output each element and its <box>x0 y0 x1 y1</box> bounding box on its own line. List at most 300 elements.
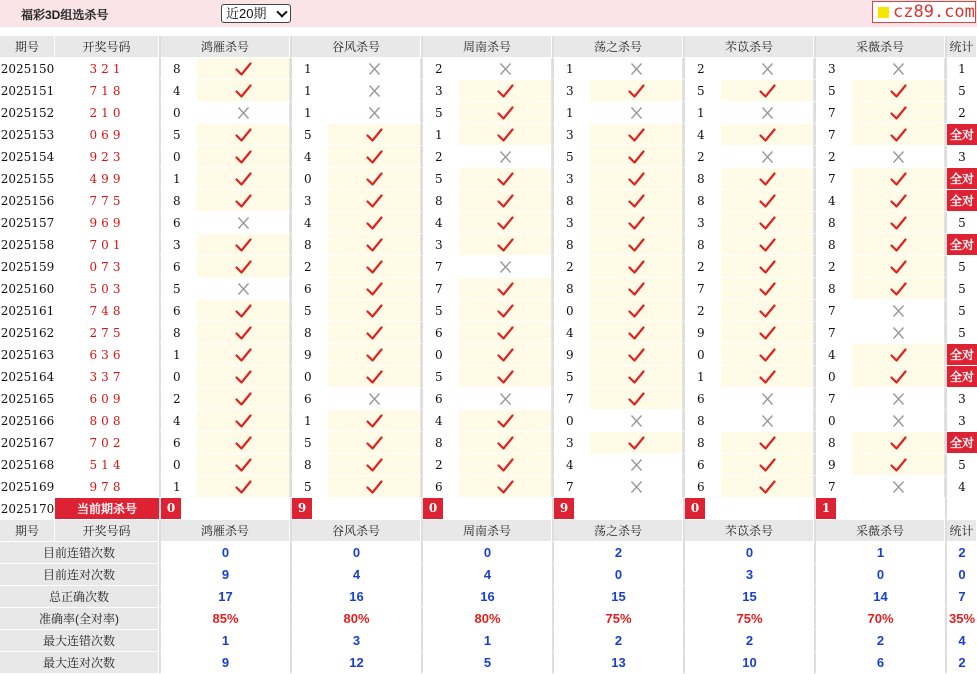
kill-result-correct <box>459 80 552 102</box>
check-icon <box>497 172 514 186</box>
kill-number: 8 <box>421 190 459 212</box>
kill-number: 8 <box>683 234 721 256</box>
kill-number: 5 <box>290 432 328 454</box>
check-icon <box>366 282 383 296</box>
kill-result-correct <box>328 146 421 168</box>
check-icon <box>628 194 645 208</box>
kill-number: 4 <box>290 212 328 234</box>
check-icon <box>235 480 252 494</box>
current-kill-digit: 9 <box>554 498 574 519</box>
kill-result-wrong <box>721 58 814 80</box>
summary-value: 80% <box>421 608 552 630</box>
kill-number: 3 <box>814 58 852 80</box>
kill-number: 7 <box>421 278 459 300</box>
check-icon <box>628 304 645 318</box>
check-icon <box>759 282 776 296</box>
kill-number: 8 <box>290 454 328 476</box>
check-icon <box>759 348 776 362</box>
kill-result-correct <box>328 190 421 212</box>
winning-number: 514 <box>55 454 159 476</box>
correct-count: 5 <box>945 212 977 234</box>
all-correct-badge: 全对 <box>945 344 977 366</box>
kill-result-correct <box>328 322 421 344</box>
col-header-expert-1: 鸿雁杀号 <box>159 520 290 542</box>
kill-number: 7 <box>814 322 852 344</box>
kill-number: 3 <box>552 432 590 454</box>
site-logo[interactable] <box>872 1 976 23</box>
kill-number: 4 <box>159 410 197 432</box>
check-icon <box>628 348 645 362</box>
summary-header-row <box>0 520 977 542</box>
kill-result-wrong <box>590 102 683 124</box>
kill-number: 3 <box>421 234 459 256</box>
table-row <box>0 124 977 146</box>
col-header-winning: 开奖号码 <box>55 36 159 58</box>
col-header-expert-4: 荡之杀号 <box>552 36 683 58</box>
kill-number: 9 <box>814 454 852 476</box>
kill-result-correct <box>197 146 290 168</box>
issue-number: 2025164 <box>0 366 55 388</box>
kill-number: 0 <box>159 454 197 476</box>
summary-value: 17 <box>159 586 290 608</box>
kill-number: 1 <box>421 124 459 146</box>
col-header-stats: 统计 <box>945 36 977 58</box>
kill-result-correct <box>459 344 552 366</box>
kill-number: 8 <box>290 234 328 256</box>
kill-result-correct <box>852 212 945 234</box>
summary-label: 最大连错次数 <box>0 630 159 652</box>
all-correct-badge: 全对 <box>945 124 977 146</box>
kill-result-wrong <box>721 102 814 124</box>
kill-number: 5 <box>290 300 328 322</box>
kill-number: 8 <box>683 432 721 454</box>
check-icon <box>628 392 645 406</box>
cross-icon <box>235 216 252 230</box>
kill-number: 4 <box>552 322 590 344</box>
check-icon <box>366 436 383 450</box>
kill-number: 3 <box>683 212 721 234</box>
check-icon <box>497 436 514 450</box>
summary-value: 0 <box>683 542 814 564</box>
kill-result-correct <box>197 168 290 190</box>
kill-number: 8 <box>683 168 721 190</box>
kill-number: 7 <box>814 168 852 190</box>
kill-result-correct <box>852 256 945 278</box>
check-icon <box>366 172 383 186</box>
kill-result-correct <box>197 410 290 432</box>
summary-value: 75% <box>683 608 814 630</box>
kill-number: 5 <box>159 124 197 146</box>
kill-number: 0 <box>421 344 459 366</box>
kill-number: 7 <box>552 476 590 498</box>
issue-number: 2025166 <box>0 410 55 432</box>
logo-square-icon <box>878 7 889 18</box>
kill-result-wrong <box>197 212 290 234</box>
kill-result-wrong <box>459 146 552 168</box>
kill-result-correct <box>721 476 814 498</box>
kill-number: 8 <box>552 190 590 212</box>
all-correct-badge: 全对 <box>945 190 977 212</box>
correct-count: 1 <box>945 58 977 80</box>
kill-result-correct <box>852 124 945 146</box>
kill-number: 4 <box>421 212 459 234</box>
winning-number: 748 <box>55 300 159 322</box>
kill-number: 2 <box>552 256 590 278</box>
kill-result-wrong <box>459 58 552 80</box>
check-icon <box>759 260 776 274</box>
kill-result-correct <box>328 234 421 256</box>
kill-result-correct <box>197 322 290 344</box>
check-icon <box>497 304 514 318</box>
check-icon <box>235 128 252 142</box>
cross-icon <box>497 392 514 406</box>
kill-result-correct <box>197 80 290 102</box>
kill-number: 5 <box>814 80 852 102</box>
kill-number: 8 <box>552 234 590 256</box>
kill-number: 7 <box>814 476 852 498</box>
col-header-winning: 开奖号码 <box>55 520 159 542</box>
check-icon <box>366 128 383 142</box>
check-icon <box>759 194 776 208</box>
cross-icon <box>628 62 645 76</box>
table-row <box>0 168 977 190</box>
kill-result-correct <box>328 300 421 322</box>
kill-number: 1 <box>683 366 721 388</box>
kill-number: 4 <box>683 124 721 146</box>
col-header-expert-4: 荡之杀号 <box>552 520 683 542</box>
kill-result-correct <box>590 322 683 344</box>
summary-value: 2 <box>945 542 977 564</box>
check-icon <box>235 458 252 472</box>
kill-number: 2 <box>290 256 328 278</box>
check-icon <box>366 194 383 208</box>
kill-result-correct <box>590 80 683 102</box>
check-icon <box>628 172 645 186</box>
cross-icon <box>628 414 645 428</box>
kill-number: 8 <box>683 410 721 432</box>
cross-icon <box>759 392 776 406</box>
kill-result-correct <box>197 476 290 498</box>
check-icon <box>759 84 776 98</box>
all-correct-badge: 全对 <box>945 234 977 256</box>
kill-number: 6 <box>421 388 459 410</box>
kill-result-correct <box>459 476 552 498</box>
kill-number: 8 <box>814 432 852 454</box>
kill-result-correct <box>459 410 552 432</box>
winning-number: 636 <box>55 344 159 366</box>
check-icon <box>497 414 514 428</box>
summary-value: 0 <box>159 542 290 564</box>
winning-number: 073 <box>55 256 159 278</box>
kill-result-correct <box>590 168 683 190</box>
kill-number: 6 <box>683 476 721 498</box>
kill-number: 0 <box>814 366 852 388</box>
kill-result-correct <box>197 58 290 80</box>
kill-number: 7 <box>421 256 459 278</box>
kill-result-correct <box>590 344 683 366</box>
kill-number: 4 <box>552 454 590 476</box>
kill-result-correct <box>721 322 814 344</box>
kill-number: 1 <box>290 102 328 124</box>
kill-result-correct <box>328 476 421 498</box>
kill-result-correct <box>590 212 683 234</box>
issue-number: 2025170 <box>0 498 55 520</box>
kill-number: 7 <box>552 388 590 410</box>
col-header-issue: 期号 <box>0 36 55 58</box>
check-icon <box>235 348 252 362</box>
kill-result-correct <box>721 454 814 476</box>
kill-result-correct <box>197 366 290 388</box>
cross-icon <box>628 458 645 472</box>
kill-result-correct <box>459 212 552 234</box>
summary-value: 2 <box>552 542 683 564</box>
kill-result-wrong <box>459 256 552 278</box>
check-icon <box>759 216 776 230</box>
kill-number: 8 <box>159 58 197 80</box>
summary-row <box>0 630 977 652</box>
kill-result-correct <box>328 410 421 432</box>
period-select[interactable] <box>221 4 291 23</box>
kill-result-correct <box>459 190 552 212</box>
check-icon <box>628 84 645 98</box>
check-icon <box>235 370 252 384</box>
check-icon <box>890 84 907 98</box>
check-icon <box>497 370 514 384</box>
col-header-expert-6: 采薇杀号 <box>814 36 945 58</box>
current-kill-digit: 0 <box>685 498 705 519</box>
kill-result-correct <box>852 234 945 256</box>
summary-value: 85% <box>159 608 290 630</box>
check-icon <box>759 480 776 494</box>
issue-number: 2025156 <box>0 190 55 212</box>
cross-icon <box>497 260 514 274</box>
kill-result-correct <box>852 168 945 190</box>
all-correct-badge: 全对 <box>945 168 977 190</box>
kill-number: 6 <box>290 278 328 300</box>
summary-value: 2 <box>945 652 977 674</box>
kill-number: 7 <box>814 300 852 322</box>
kill-result-correct <box>197 344 290 366</box>
check-icon <box>497 84 514 98</box>
summary-value: 0 <box>552 564 683 586</box>
kill-result-correct <box>590 432 683 454</box>
check-icon <box>497 458 514 472</box>
issue-number: 2025153 <box>0 124 55 146</box>
kill-number: 0 <box>159 366 197 388</box>
col-header-issue: 期号 <box>0 520 55 542</box>
correct-count: 5 <box>945 300 977 322</box>
summary-value: 2 <box>552 630 683 652</box>
check-icon <box>890 128 907 142</box>
top-bar <box>0 0 977 27</box>
kill-number: 1 <box>290 58 328 80</box>
kill-result-correct <box>459 124 552 146</box>
winning-number: 321 <box>55 58 159 80</box>
kill-result-correct <box>721 124 814 146</box>
kill-result-correct <box>328 168 421 190</box>
summary-label: 目前连错次数 <box>0 542 159 564</box>
cross-icon <box>890 150 907 164</box>
kill-result-correct <box>328 432 421 454</box>
check-icon <box>890 216 907 230</box>
summary-row <box>0 564 977 586</box>
kill-result-correct <box>852 454 945 476</box>
kill-number: 4 <box>290 146 328 168</box>
summary-value: 13 <box>552 652 683 674</box>
kill-number: 2 <box>814 146 852 168</box>
col-header-stats: 统计 <box>945 520 977 542</box>
kill-number: 6 <box>683 454 721 476</box>
table-row <box>0 58 977 80</box>
kill-number: 9 <box>290 344 328 366</box>
check-icon <box>235 150 252 164</box>
winning-number: 499 <box>55 168 159 190</box>
kill-number: 2 <box>683 300 721 322</box>
kill-result-wrong <box>197 102 290 124</box>
cross-icon <box>366 62 383 76</box>
kill-result-correct <box>721 366 814 388</box>
kill-number: 9 <box>552 344 590 366</box>
check-icon <box>235 304 252 318</box>
kill-number: 8 <box>290 322 328 344</box>
kill-number: 7 <box>683 278 721 300</box>
summary-value: 1 <box>421 630 552 652</box>
summary-value: 16 <box>421 586 552 608</box>
issue-number: 2025161 <box>0 300 55 322</box>
current-kill-number <box>814 498 945 520</box>
cross-icon <box>235 106 252 120</box>
table-row <box>0 454 977 476</box>
cross-icon <box>759 62 776 76</box>
kill-number: 1 <box>552 102 590 124</box>
summary-value: 1 <box>159 630 290 652</box>
check-icon <box>890 194 907 208</box>
check-icon <box>759 128 776 142</box>
check-icon <box>759 172 776 186</box>
summary-row <box>0 608 977 630</box>
kill-result-correct <box>197 124 290 146</box>
kill-number: 3 <box>552 212 590 234</box>
check-icon <box>235 436 252 450</box>
kill-number: 5 <box>421 366 459 388</box>
kill-result-correct <box>328 256 421 278</box>
check-icon <box>497 216 514 230</box>
kill-result-wrong <box>721 410 814 432</box>
summary-value: 2 <box>814 630 945 652</box>
check-icon <box>628 216 645 230</box>
table-row <box>0 366 977 388</box>
col-header-expert-1: 鸿雁杀号 <box>159 36 290 58</box>
summary-value: 9 <box>159 652 290 674</box>
kill-result-correct <box>197 300 290 322</box>
check-icon <box>890 458 907 472</box>
check-icon <box>890 436 907 450</box>
summary-value: 16 <box>290 586 421 608</box>
kill-number: 2 <box>159 388 197 410</box>
check-icon <box>759 326 776 340</box>
kill-result-correct <box>328 344 421 366</box>
winning-number: 702 <box>55 432 159 454</box>
check-icon <box>890 260 907 274</box>
all-correct-badge: 全对 <box>945 432 977 454</box>
kill-result-correct <box>590 388 683 410</box>
issue-number: 2025154 <box>0 146 55 168</box>
kill-result-wrong <box>328 80 421 102</box>
correct-count: 3 <box>945 410 977 432</box>
summary-value: 0 <box>814 564 945 586</box>
cross-icon <box>890 304 907 318</box>
cross-icon <box>497 62 514 76</box>
summary-label: 目前连对次数 <box>0 564 159 586</box>
kill-number: 2 <box>421 146 459 168</box>
check-icon <box>759 458 776 472</box>
check-icon <box>366 458 383 472</box>
kill-result-wrong <box>721 388 814 410</box>
check-icon <box>497 194 514 208</box>
kill-result-wrong <box>852 322 945 344</box>
cross-icon <box>890 326 907 340</box>
correct-count: 5 <box>945 278 977 300</box>
check-icon <box>235 62 252 76</box>
check-icon <box>235 414 252 428</box>
check-icon <box>497 282 514 296</box>
kill-result-correct <box>328 124 421 146</box>
check-icon <box>628 370 645 384</box>
correct-count: 2 <box>945 102 977 124</box>
kill-number: 7 <box>814 388 852 410</box>
kill-number: 2 <box>683 256 721 278</box>
site-logo-text: cz89.com <box>893 2 975 22</box>
kill-number: 6 <box>159 256 197 278</box>
kill-number: 1 <box>290 80 328 102</box>
kill-number: 9 <box>683 322 721 344</box>
kill-number: 4 <box>421 410 459 432</box>
summary-value: 7 <box>945 586 977 608</box>
cross-icon <box>890 392 907 406</box>
col-header-expert-6: 采薇杀号 <box>814 520 945 542</box>
correct-count: 5 <box>945 256 977 278</box>
kill-result-wrong <box>590 58 683 80</box>
check-icon <box>235 84 252 98</box>
kill-number: 0 <box>290 168 328 190</box>
current-kill-digit: 0 <box>161 498 181 519</box>
check-icon <box>497 326 514 340</box>
table-row <box>0 146 977 168</box>
table-row <box>0 344 977 366</box>
cross-icon <box>366 392 383 406</box>
check-icon <box>497 106 514 120</box>
winning-number: 275 <box>55 322 159 344</box>
check-icon <box>628 150 645 164</box>
check-icon <box>366 480 383 494</box>
kill-number: 5 <box>421 168 459 190</box>
kill-result-correct <box>328 366 421 388</box>
kill-number: 6 <box>159 300 197 322</box>
correct-count: 5 <box>945 322 977 344</box>
table-row <box>0 234 977 256</box>
current-stat-empty <box>945 498 977 520</box>
check-icon <box>235 172 252 186</box>
summary-label: 最大连对次数 <box>0 652 159 674</box>
current-kill-number <box>159 498 290 520</box>
period-select-value: 近20期 <box>226 6 267 21</box>
issue-number: 2025167 <box>0 432 55 454</box>
kill-number: 8 <box>814 212 852 234</box>
kill-number: 8 <box>814 278 852 300</box>
cross-icon <box>366 106 383 120</box>
summary-value: 80% <box>290 608 421 630</box>
cross-icon <box>366 84 383 98</box>
